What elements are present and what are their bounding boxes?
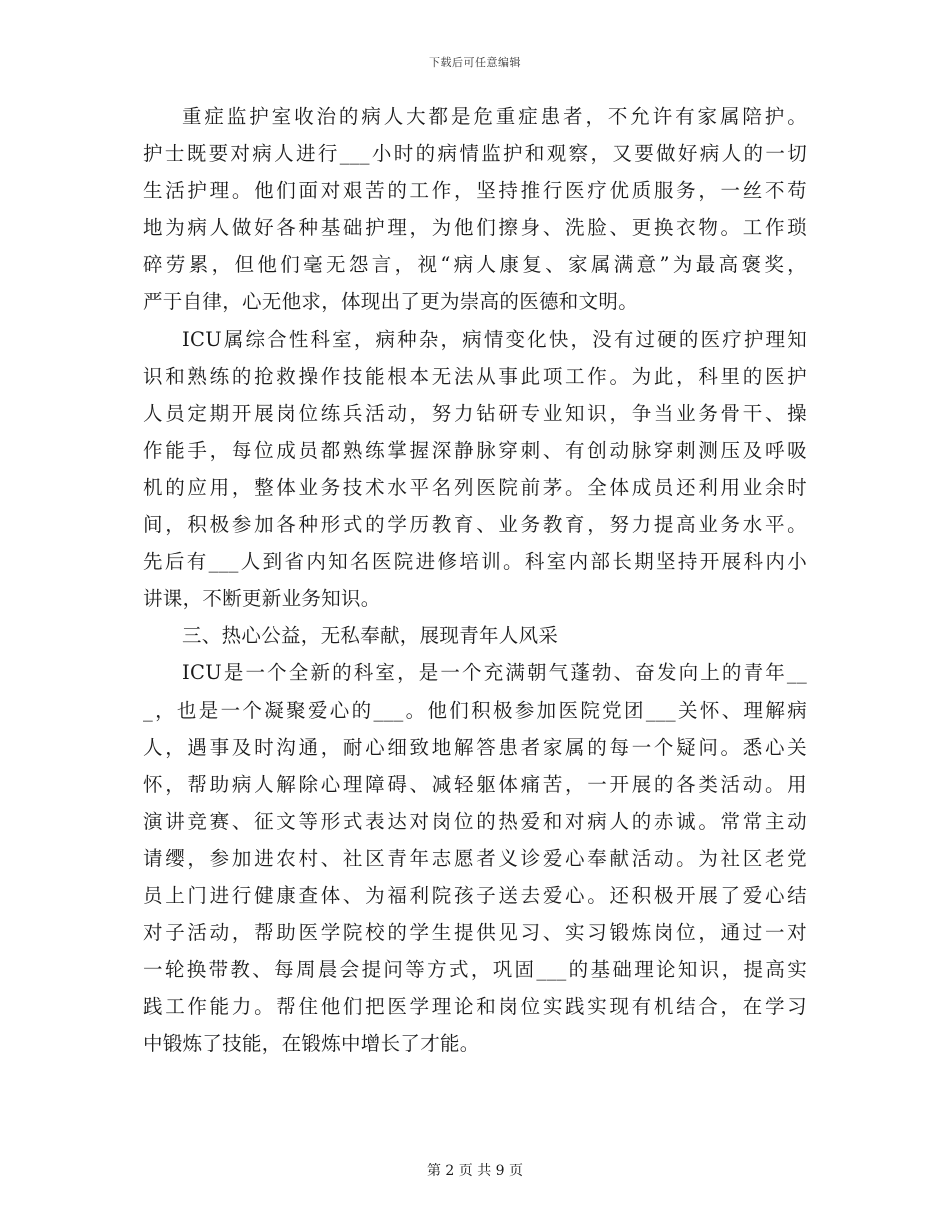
page-header-note: 下载后可任意编辑 [429,56,521,69]
paragraph-2-line-8: 讲课，不断更新业务知识。 [143,587,381,611]
paragraph-4-line-8: 对子活动，帮助医学院校的学生提供见习、实习锻炼岗位，通过一对 [143,921,807,945]
paragraph-4-line-5: 演讲竞赛、征文等形式表达对岗位的热爱和对病人的赤诚。常常主动 [143,809,807,833]
paragraph-2-line-5: 机的应用，整体业务技术水平名列医院前茅。全体成员还利用业余时 [143,475,807,499]
paragraph-2-line-7: 先后有___人到省内知名医院进修培训。科室内部长期坚持开展科内小 [143,550,807,574]
page-number: 第 2 页 共 9 页 [426,1163,524,1179]
section-heading-3: 三、热心公益，无私奉献，展现青年人风采 [182,624,559,648]
paragraph-2-line-6: 间，积极参加各种形式的学历教育、业务教育，努力提高业务水平。 [143,513,807,537]
paragraph-1-line-2: 护士既要对病人进行___小时的病情监护和观察，又要做好病人的一切 [143,142,807,166]
paragraph-4-line-10: 践工作能力。帮住他们把医学理论和岗位实践实现有机结合，在学习 [143,995,807,1019]
paragraph-4-line-2: _，也是一个凝聚爱心的___。他们积极参加医院党团___关怀、理解病 [143,698,807,722]
paragraph-1-line-6: 严于自律，心无他求，体现出了更为崇高的医德和文明。 [143,290,639,314]
paragraph-2-line-1: ICU属综合性科室，病种杂，病情变化快，没有过硬的医疗护理知 [182,327,807,351]
paragraph-4-line-11: 中锻炼了技能，在锻炼中增长了才能。 [143,1032,480,1056]
paragraph-4-line-6: 请缨，参加进农村、社区青年志愿者义诊爱心奉献活动。为社区老党 [143,846,807,870]
paragraph-1-line-4: 地为病人做好各种基础护理，为他们擦身、洗脸、更换衣物。工作琐 [143,216,807,240]
document-body [143,98,807,1062]
paragraph-2-line-2: 识和熟练的抢救操作技能根本无法从事此项工作。为此，科里的医护 [143,364,807,388]
paragraph-4-line-4: 怀，帮助病人解除心理障碍、减轻躯体痛苦，一开展的各类活动。用 [143,772,807,796]
paragraph-4-line-3: 人，遇事及时沟通，耐心细致地解答患者家属的每一个疑问。悉心关 [143,735,807,759]
paragraph-2-line-4: 作能手，每位成员都熟练掌握深静脉穿刺、有创动脉穿刺测压及呼吸 [143,438,807,462]
paragraph-1-line-3: 生活护理。他们面对艰苦的工作，坚持推行医疗优质服务，一丝不苟 [143,179,807,203]
paragraph-2-line-3: 人员定期开展岗位练兵活动，努力钻研专业知识，争当业务骨干、操 [143,401,807,425]
paragraph-4-line-1: ICU是一个全新的科室，是一个充满朝气蓬勃、奋发向上的青年__ [182,661,807,685]
paragraph-4-line-9: 一轮换带教、每周晨会提问等方式，巩固___的基础理论知识，提高实 [143,958,807,982]
paragraph-4-line-7: 员上门进行健康查体、为福利院孩子送去爱心。还积极开展了爱心结 [143,883,807,907]
paragraph-1-line-1: 重症监护室收治的病人大都是危重症患者，不允许有家属陪护。 [182,105,807,128]
paragraph-1-line-5: 碎劳累，但他们毫无怨言，视“病人康复、家属满意”为最高褒奖， [143,253,807,277]
